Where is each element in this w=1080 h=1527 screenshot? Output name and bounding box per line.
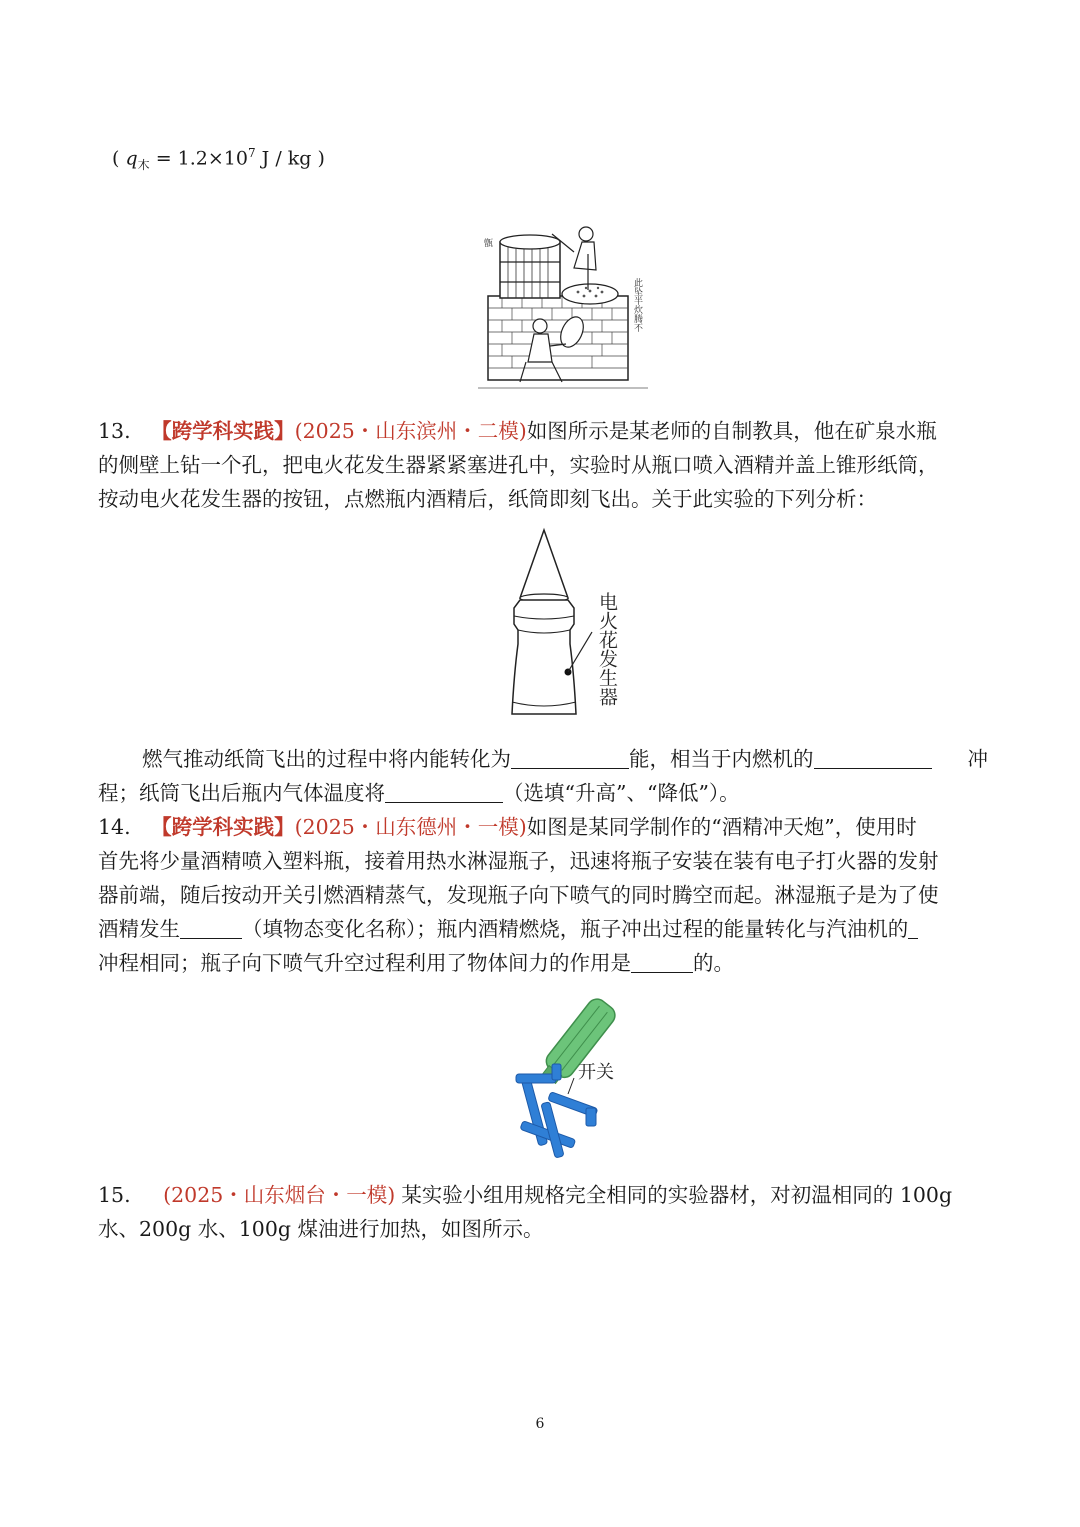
q14-text-5b: 的。: [693, 951, 734, 975]
ancient-illustration-svg: [478, 212, 648, 400]
q15-line-1: [98, 1178, 988, 1212]
formula-open-paren: (: [112, 147, 120, 170]
q15-line-2: 水、200g 水、100g 煤油进行加热，如图所示。: [98, 1217, 544, 1241]
formula-close-paren: ): [317, 147, 325, 170]
q14-text-4a: 酒精发生: [98, 917, 180, 941]
q14-blank-1[interactable]: [180, 916, 242, 939]
alcohol-rocket-launcher-image: [508, 990, 648, 1170]
formula-value: = 1.2×10: [155, 147, 248, 170]
q14-text-5a: 冲程相同；瓶子向下喷气升空过程利用了物体间力的作用是: [98, 951, 631, 975]
formula-exponent: 7: [247, 146, 256, 160]
q13-line-2: 的侧壁上钻一个孔，把电火花发生器紧紧塞进孔中，实验时从瓶口喷入酒精并盖上锥形纸筒，: [98, 453, 939, 477]
bottle-svg: [500, 524, 640, 728]
q13-fill-text-e: （选填“升高”、“降低”）。: [503, 781, 740, 805]
question-14: [98, 810, 988, 980]
q13-fill-text-d: 程；纸筒飞出后瓶内气体温度将: [98, 781, 385, 805]
q13-fill-text-a: 燃气推动纸筒飞出的过程中将内能转化为: [142, 747, 511, 771]
q13-fill-text-c: 冲: [967, 747, 988, 771]
q13-fill-text-b: 能，相当于内燃机的: [629, 747, 814, 771]
bottle-cone-diagram: [500, 524, 640, 728]
formula-subscript: 木: [137, 158, 150, 173]
q13-line-1: [98, 414, 988, 448]
q14-line-1: [98, 810, 988, 844]
q13-fill-line-2: [98, 776, 988, 810]
q14-source: (2025・山东德州・一模): [294, 815, 527, 839]
q13-tag: 【跨学科实践】: [151, 419, 295, 443]
q13-fill-in: [98, 742, 988, 810]
page-number: 6: [535, 1416, 545, 1432]
question-13: [98, 414, 988, 516]
q14-number: 14.: [98, 815, 131, 839]
switch-label: 开关: [578, 1062, 614, 1083]
q13-blank-1[interactable]: [511, 746, 629, 769]
q14-line-3: 器前端，随后按动开关引燃酒精蒸气，发现瓶子向下喷气的同时腾空而起。淋湿瓶子是为了使: [98, 883, 939, 907]
q13-blank-2[interactable]: [814, 746, 932, 769]
question-15: [98, 1178, 988, 1246]
heat-value-formula: [112, 146, 325, 173]
q14-blank-3[interactable]: [631, 950, 693, 973]
q14-blank-2[interactable]: [908, 916, 918, 939]
q14-line-4: [98, 912, 988, 946]
q13-line-3: 按动电火花发生器的按钮，点燃瓶内酒精后，纸筒即刻飞出。关于此实验的下列分析：: [98, 487, 877, 511]
q13-text-1: 如图所示是某老师的自制教具，他在矿泉水瓶: [526, 419, 937, 443]
q15-text-1: 某实验小组用规格完全相同的实验器材，对初温相同的 100g: [401, 1183, 953, 1207]
q14-line-2: 首先将少量酒精喷入塑料瓶，接着用热水淋湿瓶子，迅速将瓶子安装在装有电子打火器的发射: [98, 849, 939, 873]
formula-unit: J / kg: [261, 147, 312, 170]
q13-number: 13.: [98, 419, 131, 443]
formula-q-symbol: q: [125, 147, 138, 170]
spark-generator-label: 电火花发生器: [596, 592, 618, 706]
illustration-small-mark: 甑: [484, 239, 494, 249]
q14-text-4b: （填物态变化名称）；瓶内酒精燃烧，瓶子冲出过程的能量转化与汽油机的: [242, 917, 909, 941]
q13-source: (2025・山东滨州・二模): [294, 419, 527, 443]
q15-source: (2025・山东烟台・一模): [163, 1183, 396, 1207]
q13-blank-3[interactable]: [385, 780, 503, 803]
q15-number: 15.: [98, 1183, 131, 1207]
q13-fill-line-1: [98, 742, 988, 776]
ancient-distilling-illustration: [478, 212, 648, 400]
q14-tag: 【跨学科实践】: [151, 815, 295, 839]
q14-line-5: [98, 946, 988, 980]
illustration-vertical-caption: 此坠半炊腾不: [632, 278, 642, 332]
q14-text-1: 如图是某同学制作的“酒精冲天炮”，使用时: [526, 815, 917, 839]
